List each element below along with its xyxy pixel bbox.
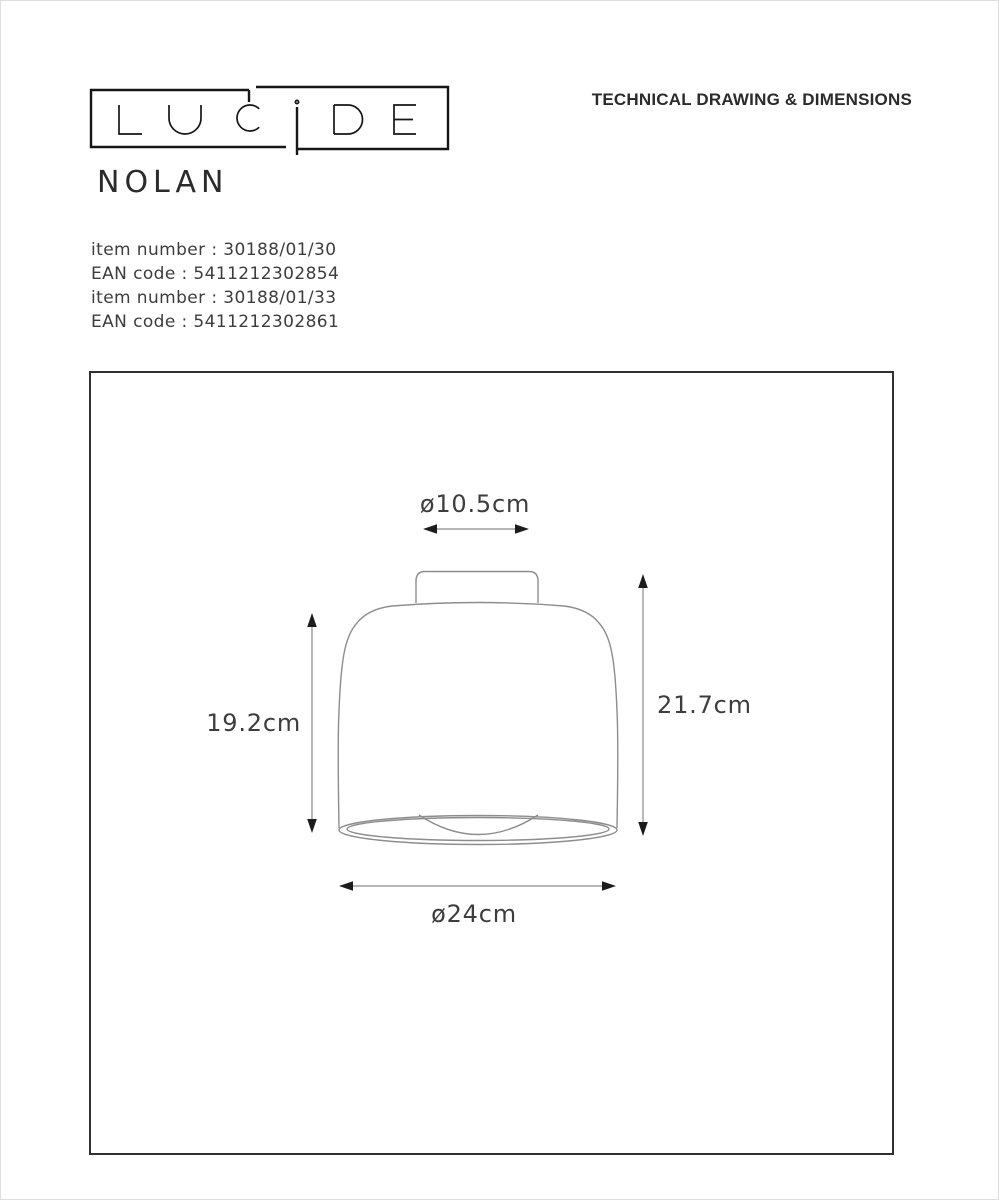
arrow-left-icon (339, 881, 353, 891)
dim-label-bottom-diameter: ø24cm (431, 900, 517, 928)
lucide-logo (87, 83, 457, 165)
spec-line-ean-code-1: EAN code : 5411212302854 (91, 264, 340, 284)
arrow-down-icon (307, 819, 317, 833)
arrow-down-icon (638, 822, 648, 836)
dim-label-total-height: 21.7cm (657, 691, 752, 719)
spec-block (91, 238, 339, 334)
dimension-bottom-diameter (339, 881, 616, 928)
lamp-rim-inner (347, 818, 609, 841)
dimension-total-height (638, 574, 752, 836)
lamp-drawing (338, 572, 618, 845)
arrow-left-icon (423, 524, 437, 534)
dimension-shade-height (206, 613, 317, 833)
logo-letter-d (334, 105, 363, 134)
logo-letter-i-dot (295, 100, 298, 103)
logo-letter-u (169, 105, 201, 134)
arrow-right-icon (515, 524, 529, 534)
spec-line-item-number-2: item number : 30188/01/33 (91, 288, 337, 308)
logo-letter-c (237, 105, 259, 131)
arrow-right-icon (602, 881, 616, 891)
logo-letter-l (119, 105, 142, 134)
logo-letter-e (394, 105, 416, 134)
dimension-top-diameter (420, 490, 530, 534)
technical-drawing (89, 371, 894, 1155)
dim-label-shade-height: 19.2cm (206, 709, 301, 737)
arrow-up-icon (638, 574, 648, 588)
arrow-up-icon (307, 613, 317, 627)
spec-line-item-number-1: item number : 30188/01/30 (91, 240, 337, 260)
spec-line-ean-code-2: EAN code : 5411212302861 (91, 312, 340, 332)
doc-title: TECHNICAL DRAWING & DIMENSIONS (591, 90, 912, 109)
lamp-shade (338, 603, 618, 829)
dim-label-top-diameter: ø10.5cm (419, 490, 531, 518)
lamp-cap (416, 572, 538, 604)
product-name: NOLAN (97, 165, 229, 200)
